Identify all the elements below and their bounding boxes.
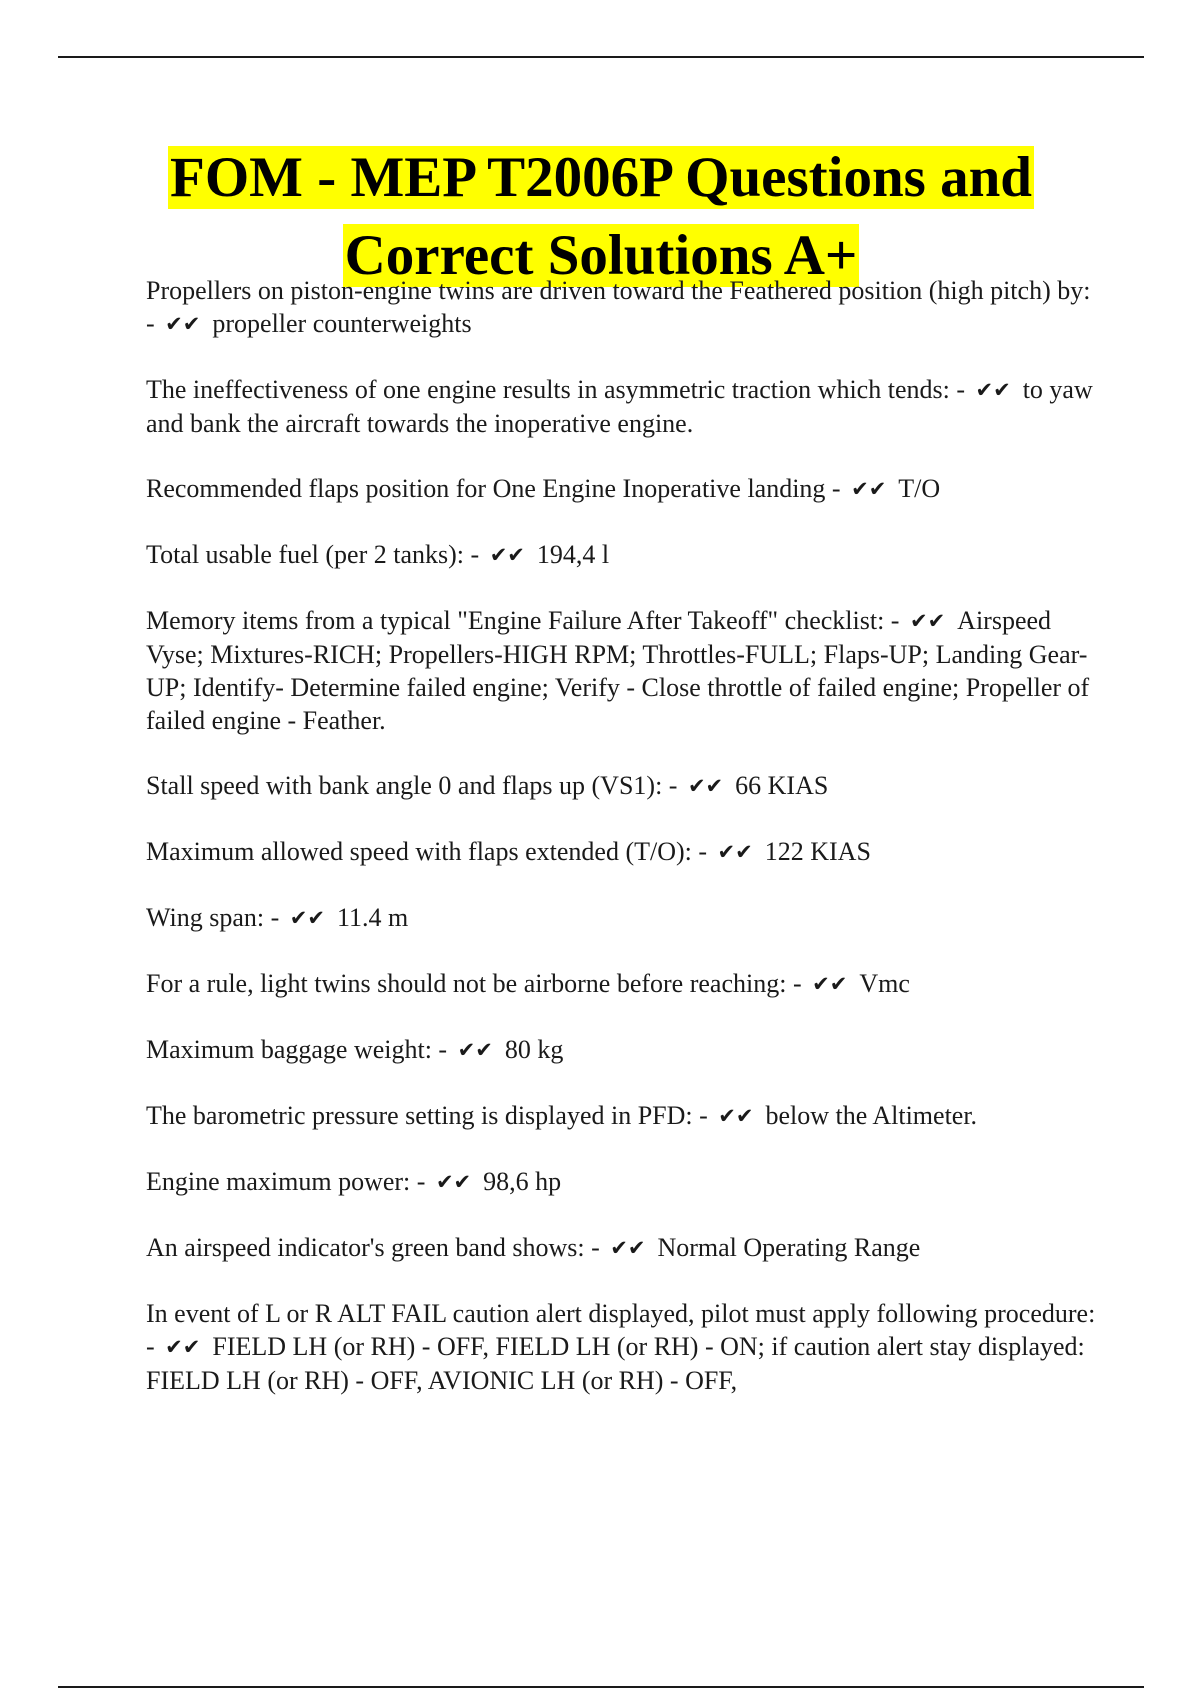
question-text: Maximum allowed speed with flaps extended (T/O): - <box>146 837 708 866</box>
double-check-icon: ✔✔ <box>165 1335 201 1359</box>
answer-text: Normal Operating Range <box>657 1233 921 1262</box>
qa-item <box>146 835 1096 869</box>
qa-item <box>146 274 1096 341</box>
qa-item <box>146 967 1096 1001</box>
answer-text: 98,6 hp <box>483 1167 562 1196</box>
double-check-icon: ✔✔ <box>289 906 325 930</box>
title-line-2: Correct Solutions A+ <box>344 224 858 287</box>
question-text: Memory items from a typical "Engine Failure After Takeoff" checklist: - <box>146 606 900 635</box>
qa-item <box>146 1033 1096 1067</box>
qa-item <box>146 472 1096 506</box>
question-answer-list <box>146 274 1096 1429</box>
qa-item <box>146 1165 1096 1199</box>
question-text: Stall speed with bank angle 0 and flaps up (VS1): - <box>146 771 678 800</box>
question-text: Maximum baggage weight: - <box>146 1035 448 1064</box>
double-check-icon: ✔✔ <box>812 972 848 996</box>
qa-item <box>146 1297 1096 1397</box>
double-check-icon: ✔✔ <box>687 774 724 798</box>
double-check-icon: ✔✔ <box>457 1038 493 1062</box>
answer-text: 11.4 m <box>336 903 409 932</box>
double-check-icon: ✔✔ <box>851 477 887 501</box>
double-check-icon: ✔✔ <box>717 840 753 864</box>
double-check-icon: ✔✔ <box>435 1170 472 1194</box>
qa-item <box>146 1231 1096 1265</box>
double-check-icon: ✔✔ <box>489 543 525 567</box>
question-text: An airspeed indicator's green band shows: - <box>146 1233 600 1262</box>
answer-text: to yaw and bank the aircraft towards the inoperative engine. <box>146 375 1093 438</box>
qa-item <box>146 373 1096 440</box>
answer-text: below the Altimeter. <box>765 1101 978 1130</box>
qa-item <box>146 538 1096 572</box>
question-text: Engine maximum power: - <box>146 1167 426 1196</box>
question-text: Recommended flaps position for One Engine Inoperative landing - <box>146 474 841 503</box>
answer-text: 194,4 l <box>536 540 610 569</box>
question-text: The ineffectiveness of one engine results in asymmetric traction which tends: - <box>146 375 965 404</box>
answer-text: 66 KIAS <box>735 771 829 800</box>
question-text: Wing span: - <box>146 903 280 932</box>
answer-text: T/O <box>898 474 941 503</box>
qa-item <box>146 604 1096 737</box>
question-text: The barometric pressure setting is displayed in PFD: - <box>146 1101 708 1130</box>
answer-text: Vmc <box>859 969 910 998</box>
double-check-icon: ✔✔ <box>165 312 201 336</box>
answer-text: propeller counterweights <box>212 309 472 338</box>
answer-text: Airspeed Vyse; Mixtures-RICH; Propellers-HIGH RPM; Throttles-FULL; Flaps-UP; Landing Gear-UP; Identify- Determine failed engine; Verify - Close throttle of failed engine; Propeller of failed engine - Feather. <box>146 606 1090 735</box>
qa-item <box>146 769 1096 803</box>
qa-item <box>146 901 1096 935</box>
double-check-icon: ✔✔ <box>610 1236 646 1260</box>
title-line-1: FOM - MEP T2006P Questions and <box>170 146 1032 209</box>
question-text: For a rule, light twins should not be airborne before reaching: - <box>146 969 802 998</box>
question-text: Propellers on piston-engine twins are driven toward the Feathered position (high pitch) by: - <box>146 276 1091 338</box>
double-check-icon: ✔✔ <box>975 378 1011 402</box>
double-check-icon: ✔✔ <box>718 1104 754 1128</box>
question-text: In event of L or R ALT FAIL caution alert displayed, pilot must apply following procedure: - <box>146 1299 1096 1361</box>
double-check-icon: ✔✔ <box>909 609 946 633</box>
question-text: Total usable fuel (per 2 tanks): - <box>146 540 480 569</box>
top-divider <box>58 56 1144 58</box>
answer-text: 122 KIAS <box>764 837 871 866</box>
answer-text: 80 kg <box>504 1035 564 1064</box>
qa-item <box>146 1099 1096 1133</box>
bottom-divider <box>58 1686 1144 1688</box>
answer-text: FIELD LH (or RH) - OFF, FIELD LH (or RH) - ON; if caution alert stay displayed: FIELD LH (or RH) - OFF, AVIONIC LH (or RH) - OFF, <box>146 1332 1085 1395</box>
